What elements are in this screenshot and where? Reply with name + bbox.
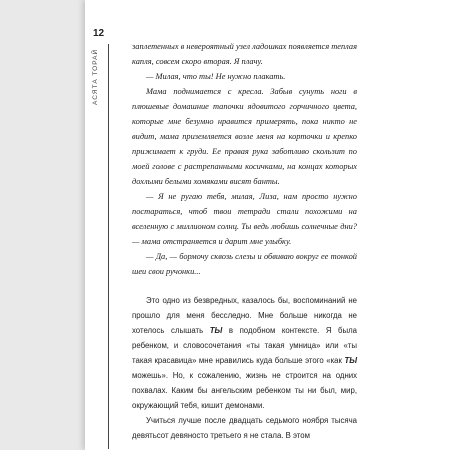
italic-section xyxy=(132,39,357,279)
paragraph: — Я не ругаю тебя, милая, Лиза, нам просто нужно постараться, чтоб твои тетради стали похожими на вселенную с миллионом солнц. Ты ведь любишь солнечные дни? — мама отстраняется и дарит мне улыбку. xyxy=(132,192,357,246)
paragraph: — Милая, что ты! Не нужно плакать. xyxy=(146,72,286,81)
paragraph: Это одно из безвредных, казалось бы, воспоминаний не прошло для меня бесследно. Мне больше никогда не хотелось слышать ТЫ в подобном контексте. Я была ребенком, и словосочетания «ты такая умница» или «ты такая красавица» мне нравились куда больше этого «как ТЫ можешь». Но, к сожалению, жизнь не строится на одних похвалах. Каким бы ангельским ребенком ты ни был, мир, окружающий тебя, кишит демонами. xyxy=(132,296,357,410)
paragraph: Учиться лучше после двадцать седьмого ноября тысяча девятьсот девяносто третьего я не стала. В этом xyxy=(132,416,357,440)
paragraph: — Да, — бормочу сквозь слезы и обвиваю вокруг ее тонкой шеи свои ручонки... xyxy=(132,252,357,276)
margin-rule xyxy=(108,44,109,449)
page-number: 12 xyxy=(93,28,105,39)
running-head: АСЯТА ТОРАЙ xyxy=(92,49,99,106)
paragraph: Мама поднимается с кресла. Забыв сунуть ноги в плюшевые домашние тапочки ядовитого горчичного цвета, которые мне безумно нравится примерять, пока никто не видит, мама приземляется возле меня на корточки и крепко прижимает к груди. Ее правая рука заботливо скользит по моей голове с растрепанными косичками, на концах которых дохлыми белыми хомяками висят банты. xyxy=(132,87,357,186)
page-text xyxy=(132,39,357,443)
sans-section xyxy=(132,293,357,443)
paragraph: заплетенных в невероятный узел ладошках появляется теплая капля, совсем скоро вторая. Я плачу. xyxy=(132,42,357,66)
